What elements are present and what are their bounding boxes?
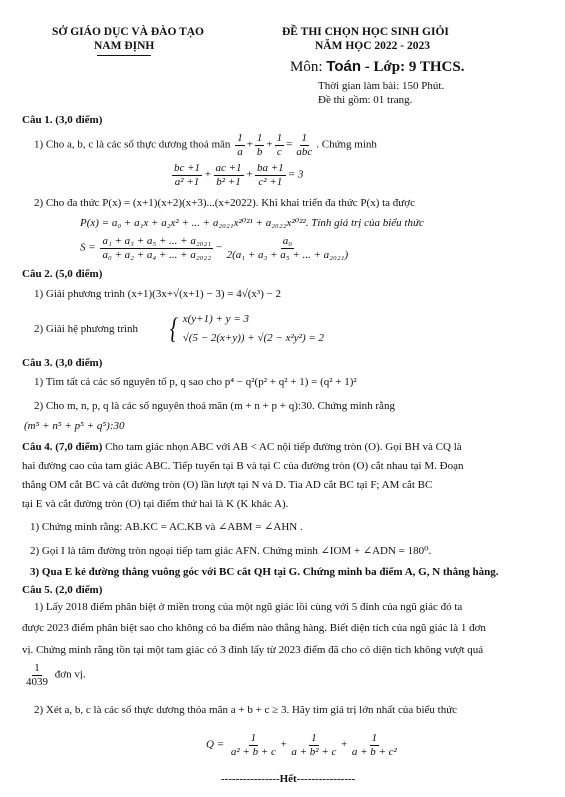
q2-title: Câu 2. (5,0 điểm) [22, 268, 103, 280]
q1-title: Câu 1. (3,0 điểm) [22, 114, 103, 126]
subject-line [290, 58, 464, 76]
q4-line1 [22, 441, 462, 454]
q1-part1-text: 1) Cho a, b, c là các số thực dương thoả mãn $\frac{1}{a}$ + $\frac{1}{b}$ + $\frac{1}{c}$ = $\frac{1}{\text{abc}}$ . Chứng minh [34, 132, 377, 158]
subject-name: Toán [326, 58, 361, 75]
frac-1-a: $\frac{1}{a}$ [237, 132, 243, 158]
q4-body-line4: tại E và cắt đường tròn (O) tại điểm thứ hai là K (K khác A). [22, 498, 289, 510]
bound-unit: đơn vị. [54, 668, 86, 681]
q3-part2: 2) Cho m, n, p, q là các số nguyên thoả mãn (m + n + p + q):30. Chứng minh rằng [34, 400, 395, 412]
q3-part1: 1) Tìm tất cả các số nguyên tố p, q sao cho p⁴ − q²(p² + q² + 1) = (q² + 1)² [34, 376, 357, 388]
school-year: NĂM HỌC 2022 - 2023 [315, 40, 430, 52]
q2-eq2: √(5 − 2(x+y)) + √(2 − x²y²) = 2 [182, 331, 325, 344]
exam-title: ĐỀ THI CHỌN HỌC SINH GIỎI [282, 26, 449, 38]
q1-part2-expansion: P(x) = a₀ + a₁x + a₂x² + ... + a₂₀₂₁x²⁰²¹ + a₂₀₂₂x²⁰²². Tính giá trị của biểu thức [80, 217, 424, 229]
dept-name: SỞ GIÁO DỤC VÀ ĐÀO TẠO [52, 26, 204, 38]
q4-part3: 3) Qua E kẻ đường thẳng vuông góc với BC cắt QH tại G. Chứng minh ba điểm A, G, N thẳng hàng. [30, 566, 499, 578]
q1-part1-equation: $\frac{bc +1}{\text{a² +1}}$ + $\frac{ac +1}{\text{b² +1}}$ + $\frac{ba +1}{\text{c² +1}}$ = 3 [174, 162, 304, 188]
q5-title: Câu 5. (2,0 điểm) [22, 584, 103, 596]
subject-prefix: Môn: [290, 59, 323, 75]
q1-part1-label: 1) Cho a, b, c là các số thực dương thoả mãn [34, 138, 231, 151]
q5-part2: 2) Xét a, b, c là các số thực dương thỏa mãn a + b + c ≥ 3. Hãy tìm giá trị lớn nhất của biểu thức [34, 704, 458, 716]
subject-grade: - Lớp: 9 THCS. [364, 59, 465, 75]
frac-1-b: $\frac{1}{b}$ [256, 132, 263, 158]
q5-Q-expression: Q = $\frac{1}{\text{a² + b + c}}$ + $\frac{1}{\text{a + b² + c}}$ + $\frac{1}{\text{a + b + c²}}$ [206, 732, 397, 758]
q5-part1-line3: vị. Chứng minh rằng tồn tại một tam giác có 3 đỉnh lấy từ 2023 điểm đã cho có diện tích không vượt quá [22, 644, 484, 656]
frac-1-c: $\frac{1}{c}$ [276, 132, 283, 158]
exam-pages: Đề thi gồm: 01 trang. [318, 94, 413, 106]
exam-time: Thời gian làm bài: 150 Phút. [318, 80, 445, 92]
q1-part2-S: S = $\frac{\text{a₁ + a₃ + a₅ + ... + a₂₀₂₁}}{\text{a₀ + a₂ + a₄ + ... + a₂₀₂₂}}$ − $\frac{\text{a₀}}{\text{2(a₁ + a₃ + a₅ + ... + a₂₀₂₁)}}$ [80, 235, 349, 261]
q5-part1-bound [22, 662, 86, 688]
q5-part1-line1: 1) Lấy 2018 điểm phân biệt ở miền trong của một ngũ giác lồi cùng với 5 đỉnh của ngũ giác đó ta [34, 601, 463, 613]
q4-body-line2: hai đường cao của tam giác ABC. Tiếp tuyến tại B và tại C của đường tròn (O) cắt nhau tại M. Đoạn [22, 460, 464, 472]
dept-underline [97, 55, 151, 56]
q2-system [168, 310, 324, 347]
q4-body-line1: Cho tam giác nhọn ABC với AB < AC nội tiếp đường tròn (O). Gọi BH và CQ là [105, 441, 462, 453]
end-marker: ----------------Hết---------------- [221, 773, 356, 785]
q2-eq1: x(y+1) + y = 3 [182, 313, 249, 325]
q1-part1-tail: . Chứng minh [316, 138, 377, 151]
q1-part2-text: 2) Cho đa thức P(x) = (x+1)(x+2)(x+3)...(x+2022). Khi khai triển đa thức P(x) ta được [34, 197, 415, 209]
q2-part1: 1) Giải phương trình (x+1)(3x+√(x+1) − 3) = 4√(x³) − 2 [34, 288, 282, 300]
q3-part2-eq: (m⁵ + n⁵ + p⁵ + q⁵):30 [24, 420, 125, 432]
q3-title: Câu 3. (3,0 điểm) [22, 357, 103, 369]
q5-part1-line2: được 2023 điểm phân biệt sao cho không có ba điểm nào thẳng hàng. Biết diện tích của ngũ giác là 1 đơn [22, 622, 486, 634]
q4-title: Câu 4. (7,0 điểm) [22, 441, 103, 453]
system-brace: { [169, 311, 179, 345]
q2-part2-text: 2) Giải hệ phương trình [34, 323, 139, 335]
dept-region: NAM ĐỊNH [94, 40, 155, 52]
q4-body-line3: thẳng OM cắt BC và cắt đường tròn (O) lần lượt tại N và D. Tia AD cắt BC tại F; AM cắt BC [22, 479, 433, 491]
bound-fraction: $\frac{1}{4039}$ [26, 662, 48, 688]
q4-part2: 2) Gọi I là tâm đường tròn ngoại tiếp tam giác AFN. Chứng minh ∠IOM + ∠ADN = 180⁰. [30, 545, 432, 557]
q4-part1: 1) Chứng minh rằng: AB.KC = AC.KB và ∠ABM = ∠AHN . [30, 521, 303, 533]
frac-1-abc: $\frac{1}{\text{abc}}$ [296, 132, 313, 158]
